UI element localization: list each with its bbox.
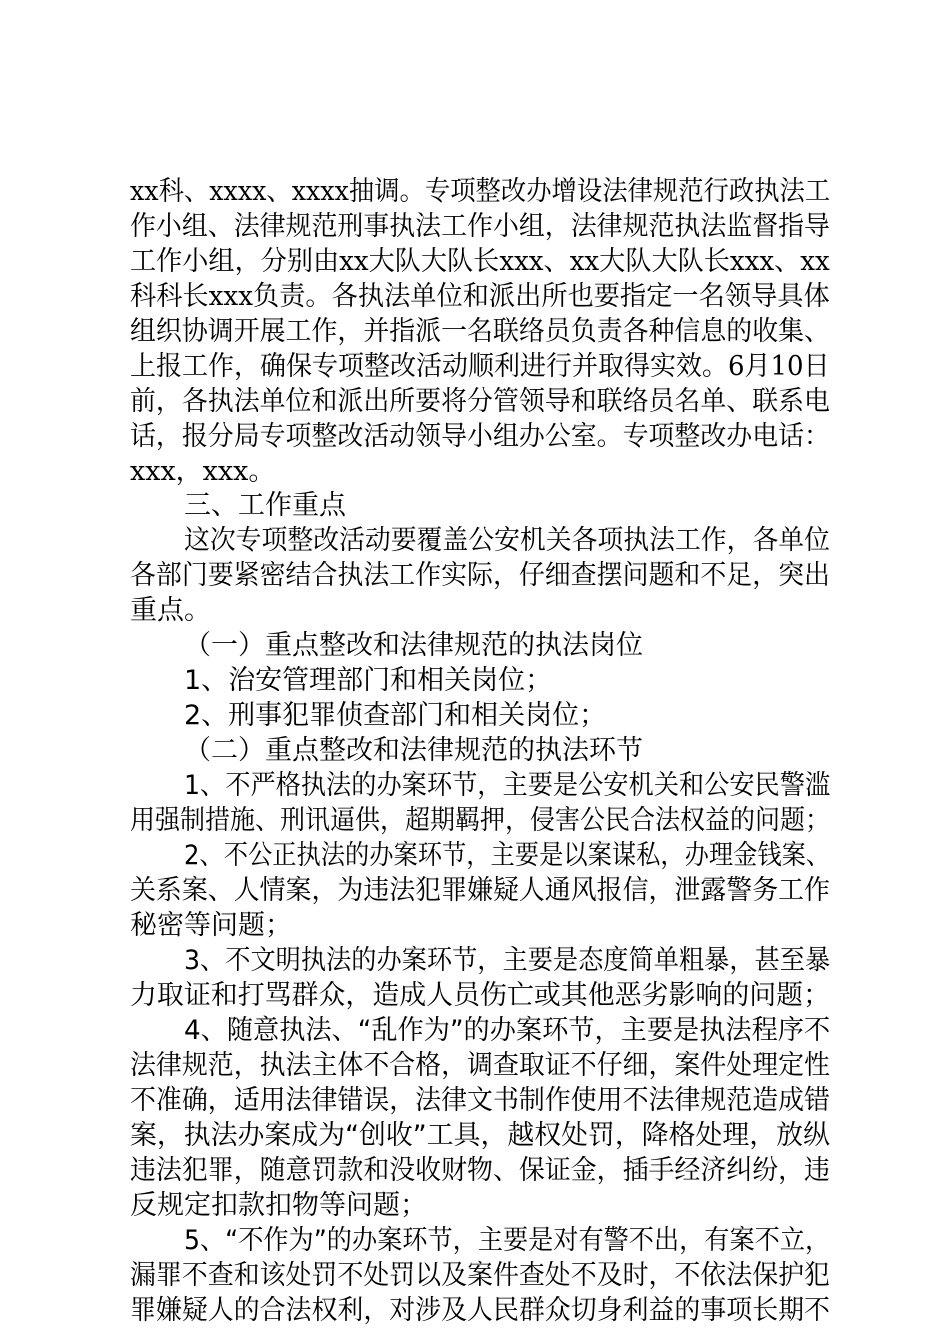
subsection-heading: （一）重点整改和法律规范的执法岗位 [184, 630, 643, 661]
list-item: 秘密等问题； [130, 910, 292, 941]
list-item: 漏罪不查和该处罚不处罚以及案件查处不及时，不依法保护犯 [130, 1260, 830, 1291]
list-item: 罪嫌疑人的合法权利，对涉及人民群众切身利益的事项长期不 [130, 1295, 830, 1326]
list-item: 不准确，适用法律错误，法律文书制作使用不法律规范造成错 [130, 1085, 830, 1116]
paragraph-line: 重点。 [130, 595, 211, 626]
list-item: 1、治安管理部门和相关岗位； [184, 665, 553, 696]
list-item: 关系案、人情案，为违法犯罪嫌疑人通风报信，泄露警务工作 [130, 875, 830, 906]
paragraph-line: 上报工作，确保专项整改活动顺利进行并取得实效。6月10日 [130, 351, 830, 382]
list-item: 1、不严格执法的办案环节，主要是公安机关和公安民警滥 [184, 770, 831, 801]
list-item: 违法犯罪，随意罚款和没收财物、保证金，插手经济纠纷，违 [130, 1155, 830, 1186]
paragraph-line: 话，报分局专项整改活动领导小组办公室。专项整改办电话： [130, 421, 830, 452]
paragraph-line: 各部门要紧密结合执法工作实际，仔细查摆问题和不足，突出 [130, 560, 830, 591]
paragraph-line: 组织协调开展工作，并指派一名联络员负责各种信息的收集、 [130, 316, 830, 347]
list-item: 2、不公正执法的办案环节，主要是以案谋私，办理金钱案、 [184, 840, 831, 871]
paragraph-line: 作小组、法律规范刑事执法工作小组，法律规范执法监督指导 [130, 211, 830, 242]
paragraph-line: 前，各执法单位和派出所要将分管领导和联络员名单、联系电 [130, 386, 830, 417]
list-item: 用强制措施、刑讯逼供，超期羁押，侵害公民合法权益的问题； [130, 805, 830, 836]
list-item: 反规定扣款扣物等问题； [130, 1190, 427, 1221]
list-item: 案，执法办案成为“创收”工具，越权处罚，降格处理，放纵 [130, 1120, 830, 1151]
list-item: 5、“不作为”的办案环节，主要是对有警不出，有案不立， [184, 1225, 831, 1256]
paragraph-line: xx科、xxxx、xxxx抽调。专项整改办增设法律规范行政执法工 [130, 176, 831, 207]
paragraph-line: 科科长xxx负责。各执法单位和派出所也要指定一名领导具体 [130, 281, 830, 312]
paragraph-line: xxx，xxx。 [130, 456, 276, 487]
list-item: 力取证和打骂群众，造成人员伤亡或其他恶劣影响的问题； [130, 980, 831, 1011]
list-item: 法律规范，执法主体不合格，调查取证不仔细，案件处理定性 [130, 1050, 830, 1081]
list-item: 3、不文明执法的办案环节，主要是态度简单粗暴，甚至暴 [184, 945, 831, 976]
list-item: 4、随意执法、“乱作为”的办案环节，主要是执法程序不 [184, 1015, 831, 1046]
paragraph-line: 这次专项整改活动要覆盖公安机关各项执法工作，各单位 [184, 525, 830, 556]
paragraph-line: 工作小组，分别由xx大队大队长xxx、xx大队大队长xxx、xx [130, 246, 830, 277]
section-heading: 三、工作重点 [184, 490, 346, 521]
subsection-heading: （二）重点整改和法律规范的执法环节 [184, 735, 643, 766]
list-item: 2、刑事犯罪侦查部门和相关岗位； [184, 700, 607, 731]
